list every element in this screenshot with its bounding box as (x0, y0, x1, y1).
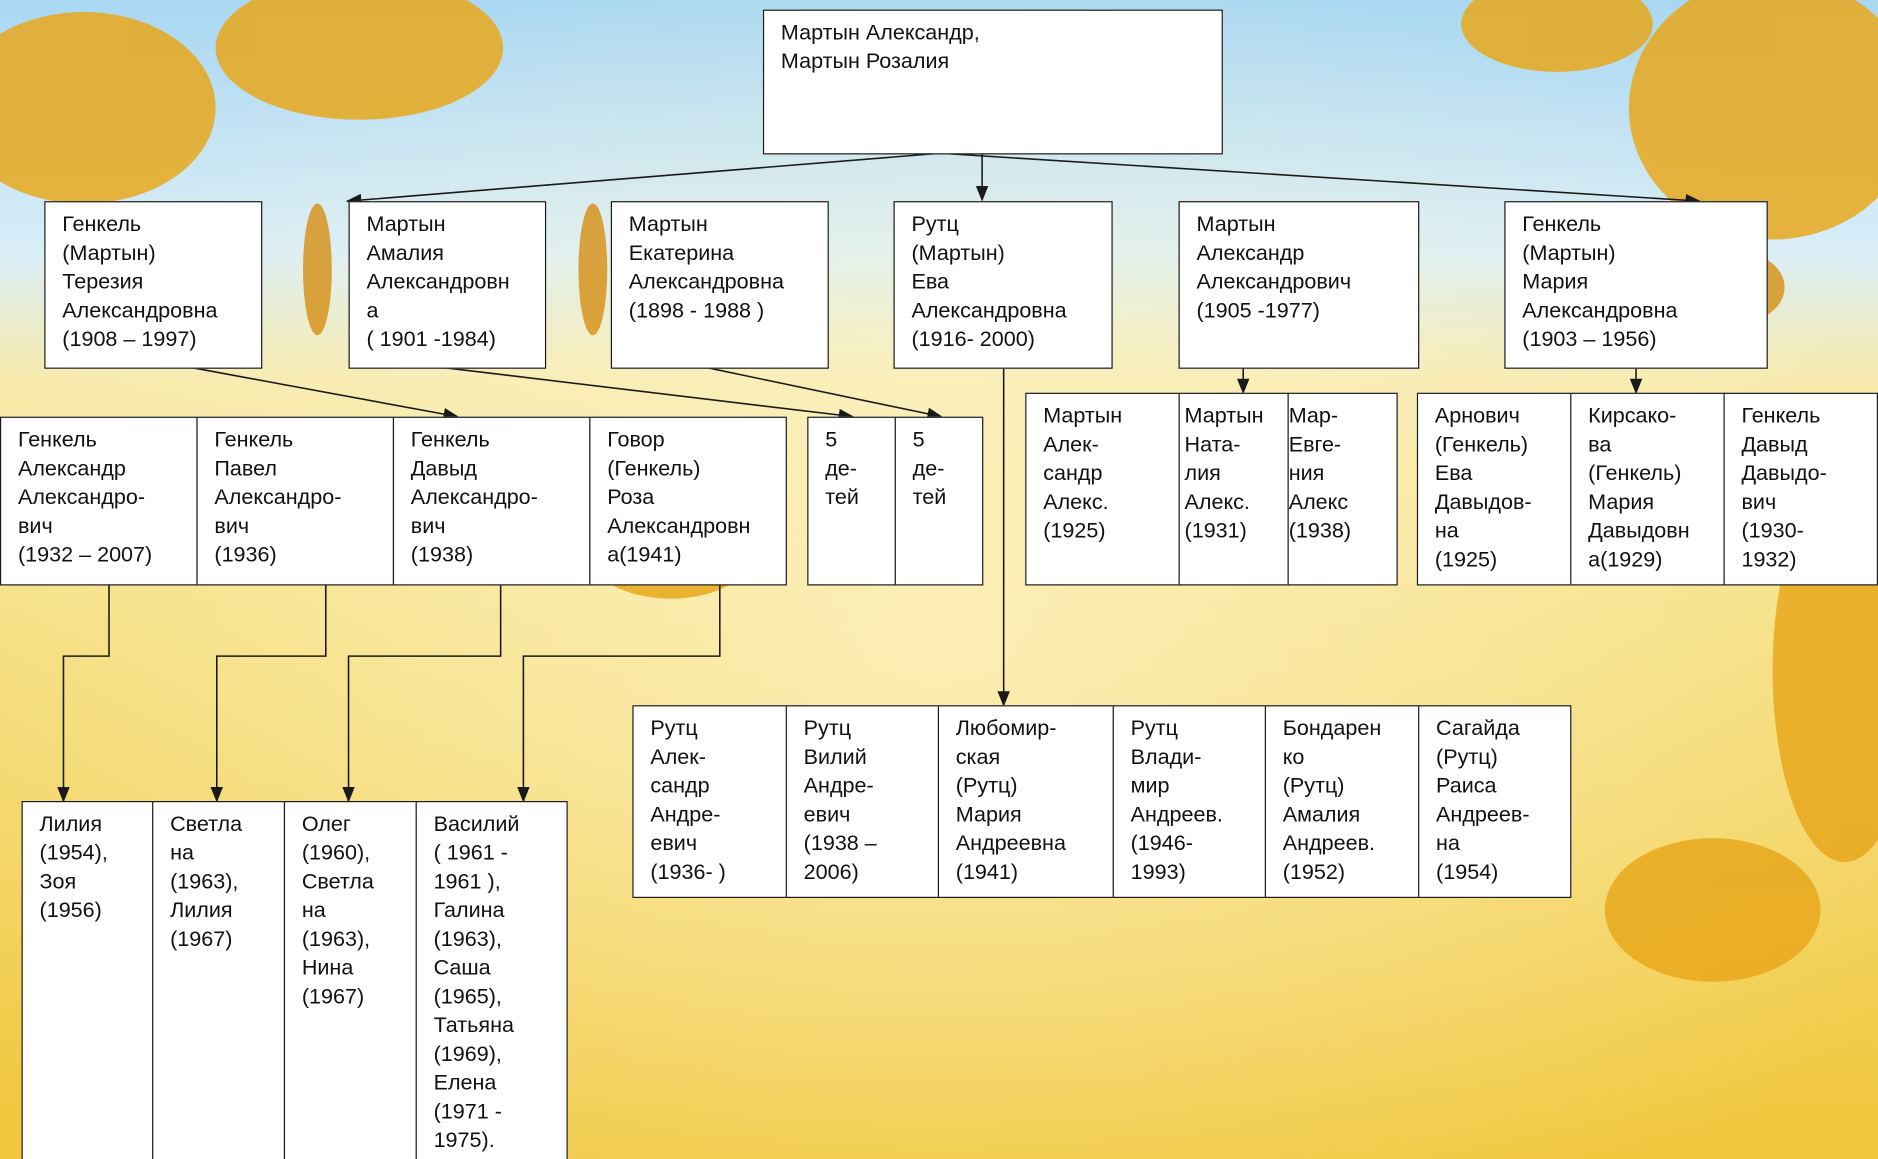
grandchild-box: Генкель Александр Александро- вич (1932 – 2007) (0, 417, 198, 586)
grandchild-box: Рутц Вилий Андре- евич (1938 – 2006) (786, 705, 941, 898)
great-grandchild-box: Олег (1960), Светла на (1963), Нина (1967) (284, 801, 417, 1159)
grandchild-box: Кирсако- ва (Генкель) Мария Давыдовн а(1929) (1570, 393, 1726, 586)
grandchild-box: Бондарен ко (Рутц) Амалия Андреев. (1952) (1265, 705, 1420, 898)
grandchild-box: Мартын Ната- лия Алекс. (1931) (1179, 393, 1289, 586)
grandchild-box: Любомир- ская (Рутц) Мария Андреевна (1941) (938, 705, 1114, 898)
root-couple-box: Мартын Александр, Мартын Розалия (763, 10, 1223, 155)
child-box: Мартын Амалия Александровн а ( 1901 -1984) (349, 201, 547, 369)
grandchild-box: Генкель Давыд Давыдо- вич (1930- 1932) (1723, 393, 1878, 586)
grandchild-box: Сагайда (Рутц) Раиса Андреев- на (1954) (1418, 705, 1571, 898)
child-box: Мартын Екатерина Александровна (1898 - 1988 ) (611, 201, 829, 369)
grandchild-box: Мартын Алек- сандр Алекс. (1925) (1025, 393, 1180, 586)
grandchild-box: Генкель Павел Александро- вич (1936) (196, 417, 394, 586)
child-box: Генкель (Мартын) Мария Александровна (1903 – 1956) (1504, 201, 1767, 369)
grandchild-box: Арнович (Генкель) Ева Давыдов- на (1925) (1417, 393, 1573, 586)
child-box: Генкель (Мартын) Терезия Александровна (1908 – 1997) (44, 201, 262, 369)
child-box: Мартын Александр Александрович (1905 -1977) (1179, 201, 1420, 369)
grandchild-box: Говор (Генкель) Роза Александровн а(1941) (589, 417, 787, 586)
grandchild-box: Мар- Евге- ния Алекс (1938) (1288, 393, 1398, 586)
grandchild-box: Генкель Давыд Александро- вич (1938) (393, 417, 591, 586)
five-children-box: 5 де- тей (895, 417, 984, 586)
child-box: Рутц (Мартын) Ева Александровна (1916- 2000) (893, 201, 1112, 369)
grandchild-box: Рутц Алек- сандр Андре- евич (1936- ) (632, 705, 788, 898)
grandchild-box: Рутц Влади- мир Андреев. (1946- 1993) (1113, 705, 1268, 898)
great-grandchild-box: Василий ( 1961 - 1961 ), Галина (1963), Саша (1965), Татьяна (1969), Елена (1971 - 1975). (416, 801, 568, 1159)
great-grandchild-box: Светла на (1963), Лилия (1967) (152, 801, 285, 1159)
five-children-box: 5 де- тей (807, 417, 896, 586)
great-grandchild-box: Лилия (1954), Зоя (1956) (22, 801, 154, 1159)
